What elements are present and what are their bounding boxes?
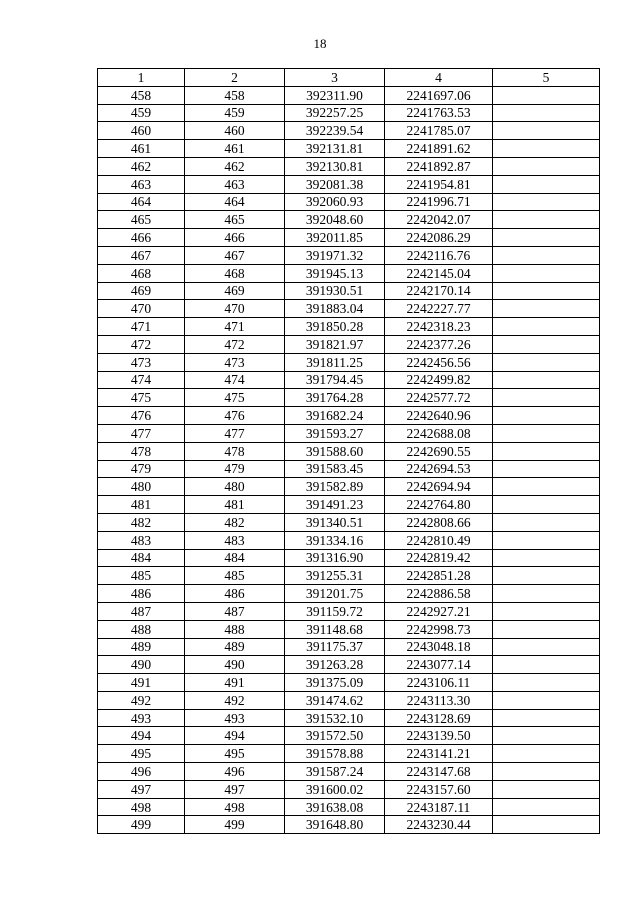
x-coordinate-cell: 391588.60: [285, 442, 385, 460]
note-cell: [493, 798, 600, 816]
x-coordinate-cell: 391491.23: [285, 496, 385, 514]
column-header-4: 4: [385, 69, 493, 87]
point-number-cell: 497: [98, 780, 185, 798]
table-row: [98, 691, 600, 709]
x-coordinate-cell: 391334.16: [285, 531, 385, 549]
x-coordinate-cell: 391764.28: [285, 389, 385, 407]
y-coordinate-cell: 2243106.11: [385, 674, 493, 692]
table-row: [98, 175, 600, 193]
note-cell: [493, 656, 600, 674]
y-coordinate-cell: 2242086.29: [385, 229, 493, 247]
point-number-cell: 470: [98, 300, 185, 318]
x-coordinate-cell: 392048.60: [285, 211, 385, 229]
table-row: [98, 407, 600, 425]
point-number-cell: 467: [98, 246, 185, 264]
point-number-cell: 491: [98, 674, 185, 692]
note-cell: [493, 709, 600, 727]
note-cell: [493, 193, 600, 211]
table-row: [98, 104, 600, 122]
note-cell: [493, 780, 600, 798]
y-coordinate-cell: 2242688.08: [385, 424, 493, 442]
point-number-cell: 495: [98, 745, 185, 763]
y-coordinate-cell: 2242927.21: [385, 602, 493, 620]
table-row: [98, 798, 600, 816]
table-row: [98, 816, 600, 834]
x-coordinate-cell: 391340.51: [285, 513, 385, 531]
note-cell: [493, 211, 600, 229]
point-number-cell: 462: [98, 157, 185, 175]
table-row: [98, 424, 600, 442]
x-coordinate-cell: 391578.88: [285, 745, 385, 763]
y-coordinate-cell: 2243230.44: [385, 816, 493, 834]
x-coordinate-cell: 391821.97: [285, 335, 385, 353]
y-coordinate-cell: 2242116.76: [385, 246, 493, 264]
table-row: [98, 122, 600, 140]
note-cell: [493, 531, 600, 549]
y-coordinate-cell: 2243187.11: [385, 798, 493, 816]
point-number-cell: 471: [98, 318, 185, 336]
x-coordinate-cell: 391572.50: [285, 727, 385, 745]
point-id-cell: 489: [185, 638, 285, 656]
note-cell: [493, 371, 600, 389]
column-header-2: 2: [185, 69, 285, 87]
point-id-cell: 492: [185, 691, 285, 709]
note-cell: [493, 157, 600, 175]
point-id-cell: 488: [185, 620, 285, 638]
note-cell: [493, 727, 600, 745]
point-id-cell: 473: [185, 353, 285, 371]
y-coordinate-cell: 2242810.49: [385, 531, 493, 549]
point-id-cell: 483: [185, 531, 285, 549]
point-id-cell: 495: [185, 745, 285, 763]
table-row: [98, 709, 600, 727]
x-coordinate-cell: 391375.09: [285, 674, 385, 692]
point-id-cell: 471: [185, 318, 285, 336]
point-id-cell: 479: [185, 460, 285, 478]
point-number-cell: 479: [98, 460, 185, 478]
y-coordinate-cell: 2242640.96: [385, 407, 493, 425]
note-cell: [493, 549, 600, 567]
point-number-cell: 482: [98, 513, 185, 531]
table-row: [98, 763, 600, 781]
table-row: [98, 620, 600, 638]
note-cell: [493, 620, 600, 638]
table-row: [98, 282, 600, 300]
point-id-cell: 463: [185, 175, 285, 193]
point-id-cell: 466: [185, 229, 285, 247]
point-number-cell: 499: [98, 816, 185, 834]
point-number-cell: 474: [98, 371, 185, 389]
table-row: [98, 211, 600, 229]
y-coordinate-cell: 2243048.18: [385, 638, 493, 656]
table-row: [98, 371, 600, 389]
y-coordinate-cell: 2242694.94: [385, 478, 493, 496]
table-row: [98, 353, 600, 371]
y-coordinate-cell: 2242808.66: [385, 513, 493, 531]
point-number-cell: 487: [98, 602, 185, 620]
note-cell: [493, 104, 600, 122]
point-number-cell: 477: [98, 424, 185, 442]
point-id-cell: 484: [185, 549, 285, 567]
x-coordinate-cell: 391532.10: [285, 709, 385, 727]
point-id-cell: 490: [185, 656, 285, 674]
table-row: [98, 300, 600, 318]
y-coordinate-cell: 2243139.50: [385, 727, 493, 745]
x-coordinate-cell: 391883.04: [285, 300, 385, 318]
point-number-cell: 478: [98, 442, 185, 460]
x-coordinate-cell: 391593.27: [285, 424, 385, 442]
point-id-cell: 494: [185, 727, 285, 745]
note-cell: [493, 816, 600, 834]
y-coordinate-cell: 2242145.04: [385, 264, 493, 282]
point-id-cell: 481: [185, 496, 285, 514]
point-id-cell: 485: [185, 567, 285, 585]
point-number-cell: 475: [98, 389, 185, 407]
y-coordinate-cell: 2242042.07: [385, 211, 493, 229]
point-number-cell: 480: [98, 478, 185, 496]
point-number-cell: 473: [98, 353, 185, 371]
point-id-cell: 493: [185, 709, 285, 727]
x-coordinate-cell: 391583.45: [285, 460, 385, 478]
point-number-cell: 458: [98, 86, 185, 104]
table-header-row: [98, 69, 600, 87]
x-coordinate-cell: 392311.90: [285, 86, 385, 104]
note-cell: [493, 496, 600, 514]
table-row: [98, 780, 600, 798]
point-id-cell: 474: [185, 371, 285, 389]
note-cell: [493, 407, 600, 425]
point-id-cell: 460: [185, 122, 285, 140]
table-row: [98, 193, 600, 211]
note-cell: [493, 335, 600, 353]
point-id-cell: 486: [185, 585, 285, 603]
note-cell: [493, 638, 600, 656]
point-number-cell: 459: [98, 104, 185, 122]
y-coordinate-cell: 2242690.55: [385, 442, 493, 460]
point-id-cell: 469: [185, 282, 285, 300]
y-coordinate-cell: 2242227.77: [385, 300, 493, 318]
y-coordinate-cell: 2242998.73: [385, 620, 493, 638]
y-coordinate-cell: 2243077.14: [385, 656, 493, 674]
point-id-cell: 491: [185, 674, 285, 692]
x-coordinate-cell: 391682.24: [285, 407, 385, 425]
y-coordinate-cell: 2242318.23: [385, 318, 493, 336]
x-coordinate-cell: 391148.68: [285, 620, 385, 638]
x-coordinate-cell: 391263.28: [285, 656, 385, 674]
table-row: [98, 602, 600, 620]
y-coordinate-cell: 2242456.56: [385, 353, 493, 371]
note-cell: [493, 282, 600, 300]
point-id-cell: 470: [185, 300, 285, 318]
note-cell: [493, 86, 600, 104]
x-coordinate-cell: 391201.75: [285, 585, 385, 603]
point-id-cell: 467: [185, 246, 285, 264]
y-coordinate-cell: 2242377.26: [385, 335, 493, 353]
x-coordinate-cell: 392131.81: [285, 140, 385, 158]
table-row: [98, 674, 600, 692]
note-cell: [493, 460, 600, 478]
x-coordinate-cell: 391648.80: [285, 816, 385, 834]
coordinates-table: [97, 68, 600, 834]
table-row: [98, 567, 600, 585]
point-number-cell: 476: [98, 407, 185, 425]
table-row: [98, 389, 600, 407]
point-number-cell: 496: [98, 763, 185, 781]
y-coordinate-cell: 2243157.60: [385, 780, 493, 798]
point-number-cell: 498: [98, 798, 185, 816]
y-coordinate-cell: 2243141.21: [385, 745, 493, 763]
note-cell: [493, 674, 600, 692]
point-number-cell: 463: [98, 175, 185, 193]
table-row: [98, 478, 600, 496]
x-coordinate-cell: 392257.25: [285, 104, 385, 122]
note-cell: [493, 424, 600, 442]
note-cell: [493, 229, 600, 247]
x-coordinate-cell: 391582.89: [285, 478, 385, 496]
table-row: [98, 264, 600, 282]
table-row: [98, 513, 600, 531]
point-number-cell: 492: [98, 691, 185, 709]
point-number-cell: 472: [98, 335, 185, 353]
x-coordinate-cell: 392060.93: [285, 193, 385, 211]
table-row: [98, 335, 600, 353]
point-number-cell: 488: [98, 620, 185, 638]
y-coordinate-cell: 2242851.28: [385, 567, 493, 585]
point-id-cell: 476: [185, 407, 285, 425]
point-number-cell: 466: [98, 229, 185, 247]
point-number-cell: 464: [98, 193, 185, 211]
y-coordinate-cell: 2242886.58: [385, 585, 493, 603]
x-coordinate-cell: 392239.54: [285, 122, 385, 140]
y-coordinate-cell: 2243113.30: [385, 691, 493, 709]
note-cell: [493, 318, 600, 336]
y-coordinate-cell: 2241785.07: [385, 122, 493, 140]
x-coordinate-cell: 391587.24: [285, 763, 385, 781]
table-row: [98, 496, 600, 514]
y-coordinate-cell: 2242577.72: [385, 389, 493, 407]
y-coordinate-cell: 2242694.53: [385, 460, 493, 478]
table-row: [98, 442, 600, 460]
point-id-cell: 464: [185, 193, 285, 211]
y-coordinate-cell: 2242170.14: [385, 282, 493, 300]
table-row: [98, 86, 600, 104]
table-row: [98, 157, 600, 175]
note-cell: [493, 691, 600, 709]
note-cell: [493, 300, 600, 318]
point-id-cell: 465: [185, 211, 285, 229]
note-cell: [493, 442, 600, 460]
y-coordinate-cell: 2243147.68: [385, 763, 493, 781]
table-body: [98, 86, 600, 833]
note-cell: [493, 513, 600, 531]
point-number-cell: 468: [98, 264, 185, 282]
point-id-cell: 478: [185, 442, 285, 460]
y-coordinate-cell: 2243128.69: [385, 709, 493, 727]
y-coordinate-cell: 2242499.82: [385, 371, 493, 389]
point-number-cell: 485: [98, 567, 185, 585]
x-coordinate-cell: 391159.72: [285, 602, 385, 620]
point-id-cell: 482: [185, 513, 285, 531]
y-coordinate-cell: 2241892.87: [385, 157, 493, 175]
table-row: [98, 585, 600, 603]
point-number-cell: 493: [98, 709, 185, 727]
note-cell: [493, 122, 600, 140]
x-coordinate-cell: 391316.90: [285, 549, 385, 567]
table-row: [98, 549, 600, 567]
y-coordinate-cell: 2242764.80: [385, 496, 493, 514]
table-row: [98, 656, 600, 674]
note-cell: [493, 175, 600, 193]
x-coordinate-cell: 391971.32: [285, 246, 385, 264]
note-cell: [493, 567, 600, 585]
x-coordinate-cell: 391638.08: [285, 798, 385, 816]
point-number-cell: 486: [98, 585, 185, 603]
point-id-cell: 462: [185, 157, 285, 175]
x-coordinate-cell: 392081.38: [285, 175, 385, 193]
y-coordinate-cell: 2241996.71: [385, 193, 493, 211]
x-coordinate-cell: 391930.51: [285, 282, 385, 300]
x-coordinate-cell: 392011.85: [285, 229, 385, 247]
x-coordinate-cell: 391811.25: [285, 353, 385, 371]
y-coordinate-cell: 2241697.06: [385, 86, 493, 104]
point-number-cell: 460: [98, 122, 185, 140]
point-id-cell: 499: [185, 816, 285, 834]
table-row: [98, 229, 600, 247]
x-coordinate-cell: 391255.31: [285, 567, 385, 585]
point-id-cell: 498: [185, 798, 285, 816]
y-coordinate-cell: 2241763.53: [385, 104, 493, 122]
x-coordinate-cell: 392130.81: [285, 157, 385, 175]
note-cell: [493, 763, 600, 781]
point-number-cell: 494: [98, 727, 185, 745]
y-coordinate-cell: 2241954.81: [385, 175, 493, 193]
x-coordinate-cell: 391945.13: [285, 264, 385, 282]
note-cell: [493, 353, 600, 371]
point-id-cell: 472: [185, 335, 285, 353]
point-id-cell: 468: [185, 264, 285, 282]
x-coordinate-cell: 391474.62: [285, 691, 385, 709]
point-id-cell: 458: [185, 86, 285, 104]
point-number-cell: 484: [98, 549, 185, 567]
note-cell: [493, 602, 600, 620]
table-row: [98, 727, 600, 745]
point-id-cell: 477: [185, 424, 285, 442]
point-id-cell: 459: [185, 104, 285, 122]
note-cell: [493, 745, 600, 763]
table-row: [98, 140, 600, 158]
table-row: [98, 638, 600, 656]
x-coordinate-cell: 391850.28: [285, 318, 385, 336]
table-row: [98, 460, 600, 478]
point-number-cell: 489: [98, 638, 185, 656]
note-cell: [493, 389, 600, 407]
note-cell: [493, 246, 600, 264]
note-cell: [493, 264, 600, 282]
point-id-cell: 461: [185, 140, 285, 158]
page-number: 18: [313, 36, 327, 51]
point-number-cell: 483: [98, 531, 185, 549]
column-header-1: 1: [98, 69, 185, 87]
column-header-5: 5: [493, 69, 600, 87]
point-id-cell: 497: [185, 780, 285, 798]
y-coordinate-cell: 2242819.42: [385, 549, 493, 567]
column-header-3: 3: [285, 69, 385, 87]
point-number-cell: 481: [98, 496, 185, 514]
x-coordinate-cell: 391794.45: [285, 371, 385, 389]
y-coordinate-cell: 2241891.62: [385, 140, 493, 158]
point-number-cell: 490: [98, 656, 185, 674]
table-row: [98, 531, 600, 549]
point-id-cell: 475: [185, 389, 285, 407]
table-row: [98, 745, 600, 763]
note-cell: [493, 585, 600, 603]
point-id-cell: 487: [185, 602, 285, 620]
x-coordinate-cell: 391175.37: [285, 638, 385, 656]
point-id-cell: 480: [185, 478, 285, 496]
point-id-cell: 496: [185, 763, 285, 781]
point-number-cell: 461: [98, 140, 185, 158]
point-number-cell: 465: [98, 211, 185, 229]
note-cell: [493, 140, 600, 158]
x-coordinate-cell: 391600.02: [285, 780, 385, 798]
note-cell: [493, 478, 600, 496]
table-row: [98, 246, 600, 264]
table-row: [98, 318, 600, 336]
point-number-cell: 469: [98, 282, 185, 300]
